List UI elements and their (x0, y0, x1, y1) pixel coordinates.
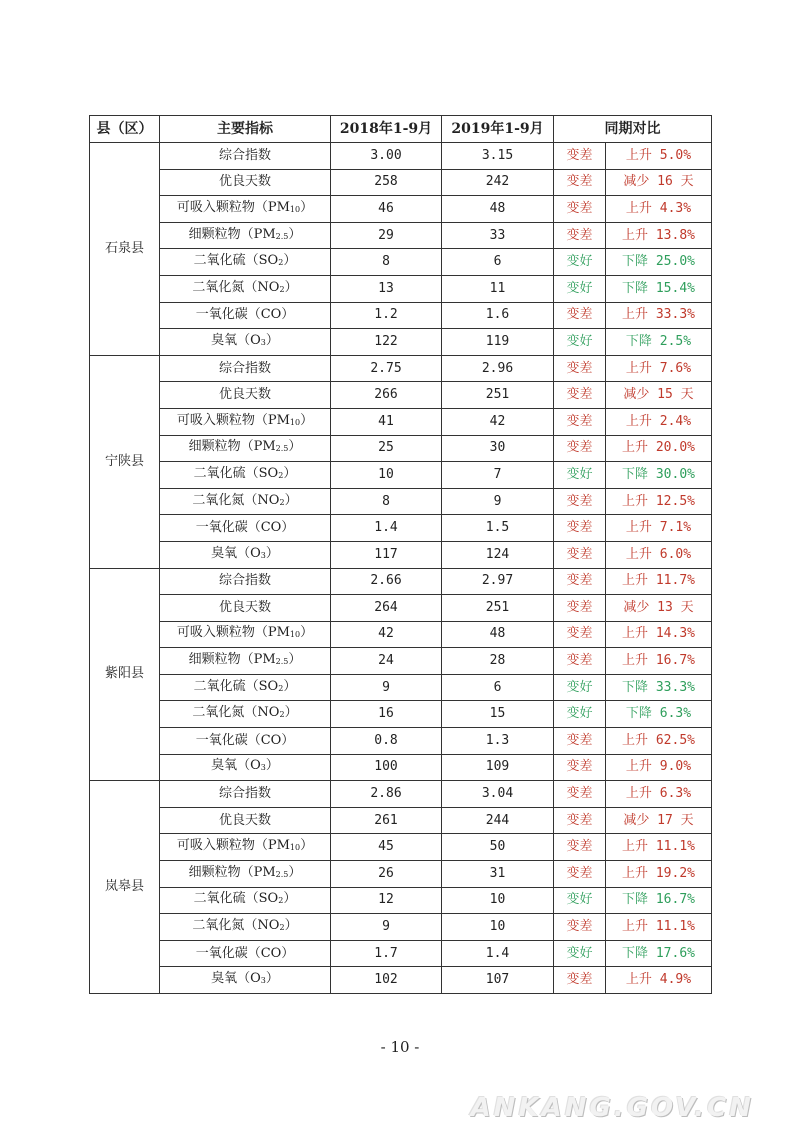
indicator-name (160, 355, 331, 382)
indicator-subscript: 2 (279, 923, 285, 933)
value-2019: 251 (442, 382, 554, 409)
indicator-label: 综合指数 (218, 786, 271, 802)
indicator-label: 可吸入颗粒物（PM (176, 838, 290, 854)
indicator-name (160, 196, 331, 223)
change-value: 减少 17 天 (606, 807, 712, 834)
indicator-name (160, 967, 331, 994)
indicator-close-paren: ） (265, 971, 279, 987)
table-row (90, 967, 712, 994)
value-2018: 2.75 (331, 355, 442, 382)
comparison-status: 变差 (554, 435, 606, 462)
value-2018: 261 (331, 807, 442, 834)
value-2018: 0.8 (331, 728, 442, 755)
indicator-label: 细颗粒物（PM (188, 864, 276, 880)
indicator-subscript: 2 (279, 710, 285, 720)
change-value: 上升 6.3% (606, 781, 712, 808)
indicator-label: 综合指数 (218, 573, 271, 589)
value-2019: 15 (442, 701, 554, 728)
indicator-subscript: 2.5 (275, 444, 289, 454)
indicator-close-paren: ） (284, 279, 298, 295)
table-row (90, 541, 712, 568)
value-2019: 42 (442, 408, 554, 435)
value-2018: 12 (331, 887, 442, 914)
value-2019: 124 (442, 541, 554, 568)
value-2019: 107 (442, 967, 554, 994)
change-value: 上升 16.7% (606, 648, 712, 675)
header-row (90, 116, 712, 143)
comparison-status: 变差 (554, 648, 606, 675)
indicator-name (160, 435, 331, 462)
value-2018: 122 (331, 329, 442, 356)
value-2019: 31 (442, 861, 554, 888)
value-2018: 26 (331, 861, 442, 888)
indicator-name (160, 222, 331, 249)
value-2018: 8 (331, 488, 442, 515)
value-2019: 1.4 (442, 940, 554, 967)
value-2019: 244 (442, 807, 554, 834)
value-2018: 117 (331, 541, 442, 568)
indicator-label: 一氧化碳（CO） (195, 732, 295, 748)
indicator-subscript: 2 (279, 497, 285, 507)
indicator-close-paren: ） (283, 253, 297, 269)
indicator-name (160, 728, 331, 755)
indicator-subscript: 10 (289, 204, 301, 214)
value-2019: 2.97 (442, 568, 554, 595)
indicator-subscript: 3 (260, 550, 266, 560)
indicator-name (160, 807, 331, 834)
county-name: 石泉县 (90, 143, 160, 356)
comparison-status: 变差 (554, 834, 606, 861)
indicator-name (160, 781, 331, 808)
indicator-close-paren: ） (300, 625, 314, 641)
indicator-label: 细颗粒物（PM (188, 652, 276, 668)
indicator-label: 二氧化氮（NO (192, 918, 280, 934)
value-2019: 6 (442, 249, 554, 276)
indicator-subscript: 2.5 (275, 231, 289, 241)
county-name: 宁陕县 (90, 355, 160, 568)
indicator-name (160, 621, 331, 648)
comparison-status: 变差 (554, 728, 606, 755)
value-2018: 100 (331, 754, 442, 781)
comparison-status: 变差 (554, 169, 606, 196)
comparison-status: 变差 (554, 408, 606, 435)
indicator-name (160, 834, 331, 861)
comparison-status: 变差 (554, 914, 606, 941)
indicator-name (160, 462, 331, 489)
table-body (90, 143, 712, 994)
comparison-status: 变差 (554, 541, 606, 568)
indicator-label: 优良天数 (218, 812, 271, 828)
change-value: 下降 15.4% (606, 275, 712, 302)
indicator-name (160, 249, 331, 276)
table-row (90, 196, 712, 223)
value-2019: 30 (442, 435, 554, 462)
indicator-label: 二氧化氮（NO (192, 279, 280, 295)
table-row (90, 621, 712, 648)
table-row (90, 914, 712, 941)
change-value: 上升 62.5% (606, 728, 712, 755)
value-2019: 11 (442, 275, 554, 302)
value-2018: 41 (331, 408, 442, 435)
value-2019: 251 (442, 595, 554, 622)
table-row (90, 701, 712, 728)
change-value: 下降 16.7% (606, 887, 712, 914)
table-row (90, 302, 712, 329)
indicator-name (160, 861, 331, 888)
indicator-close-paren: ） (288, 864, 302, 880)
table-row (90, 222, 712, 249)
table-row (90, 754, 712, 781)
value-2018: 264 (331, 595, 442, 622)
indicator-label: 臭氧（O (211, 332, 261, 348)
comparison-status: 变差 (554, 861, 606, 888)
indicator-close-paren: ） (300, 838, 314, 854)
comparison-status: 变好 (554, 940, 606, 967)
table-row (90, 595, 712, 622)
value-2019: 10 (442, 887, 554, 914)
indicator-label: 一氧化碳（CO） (195, 520, 295, 536)
change-value: 上升 7.1% (606, 515, 712, 542)
comparison-status: 变差 (554, 807, 606, 834)
indicator-subscript: 2 (278, 896, 284, 906)
indicator-close-paren: ） (288, 439, 302, 455)
value-2019: 6 (442, 674, 554, 701)
indicator-close-paren: ） (284, 705, 298, 721)
indicator-name (160, 887, 331, 914)
page-number: - 10 - (380, 1038, 420, 1056)
indicator-label: 优良天数 (218, 174, 271, 190)
comparison-status: 变差 (554, 196, 606, 223)
indicator-name (160, 382, 331, 409)
comparison-status: 变差 (554, 382, 606, 409)
indicator-subscript: 2 (279, 284, 285, 294)
value-2018: 1.4 (331, 515, 442, 542)
comparison-status: 变差 (554, 143, 606, 170)
header-2019: 2019年1-9月 (442, 116, 554, 143)
indicator-label: 可吸入颗粒物（PM (176, 199, 290, 215)
change-value: 减少 15 天 (606, 382, 712, 409)
indicator-name (160, 754, 331, 781)
value-2018: 16 (331, 701, 442, 728)
value-2018: 258 (331, 169, 442, 196)
indicator-label: 臭氧（O (211, 545, 261, 561)
value-2018: 102 (331, 967, 442, 994)
comparison-status: 变差 (554, 754, 606, 781)
indicator-label: 细颗粒物（PM (188, 226, 276, 242)
comparison-status: 变差 (554, 515, 606, 542)
indicator-name (160, 515, 331, 542)
table-row (90, 143, 712, 170)
indicator-subscript: 3 (260, 976, 266, 986)
indicator-subscript: 3 (260, 763, 266, 773)
comparison-status: 变差 (554, 568, 606, 595)
table-row (90, 488, 712, 515)
change-value: 上升 11.1% (606, 914, 712, 941)
indicator-name (160, 302, 331, 329)
indicator-label: 二氧化硫（SO (193, 465, 279, 481)
change-value: 上升 4.3% (606, 196, 712, 223)
indicator-close-paren: ） (284, 918, 298, 934)
indicator-label: 一氧化碳（CO） (195, 307, 295, 323)
county-name: 岚皋县 (90, 781, 160, 994)
value-2018: 9 (331, 674, 442, 701)
indicator-label: 二氧化硫（SO (193, 891, 279, 907)
comparison-status: 变差 (554, 302, 606, 329)
value-2018: 10 (331, 462, 442, 489)
indicator-subscript: 2.5 (275, 657, 289, 667)
indicator-label: 臭氧（O (211, 758, 261, 774)
comparison-status: 变差 (554, 595, 606, 622)
indicator-close-paren: ） (300, 199, 314, 215)
indicator-close-paren: ） (283, 465, 297, 481)
value-2018: 24 (331, 648, 442, 675)
change-value: 上升 20.0% (606, 435, 712, 462)
table-row (90, 568, 712, 595)
change-value: 减少 16 天 (606, 169, 712, 196)
indicator-label: 二氧化硫（SO (193, 678, 279, 694)
table-row (90, 807, 712, 834)
indicator-subscript: 10 (289, 630, 301, 640)
indicator-name (160, 568, 331, 595)
table-row (90, 249, 712, 276)
change-value: 上升 9.0% (606, 754, 712, 781)
indicator-label: 优良天数 (218, 599, 271, 615)
change-value: 下降 6.3% (606, 701, 712, 728)
value-2018: 2.86 (331, 781, 442, 808)
table-row (90, 861, 712, 888)
indicator-name (160, 169, 331, 196)
indicator-name (160, 408, 331, 435)
header-compare: 同期对比 (554, 116, 712, 143)
value-2019: 1.6 (442, 302, 554, 329)
value-2019: 9 (442, 488, 554, 515)
indicator-subscript: 2.5 (275, 869, 289, 879)
comparison-status: 变好 (554, 275, 606, 302)
indicator-name (160, 541, 331, 568)
indicator-close-paren: ） (284, 492, 298, 508)
value-2019: 3.04 (442, 781, 554, 808)
change-value: 上升 13.8% (606, 222, 712, 249)
comparison-status: 变差 (554, 967, 606, 994)
change-value: 上升 12.5% (606, 488, 712, 515)
value-2019: 1.5 (442, 515, 554, 542)
table-row (90, 355, 712, 382)
value-2019: 28 (442, 648, 554, 675)
indicator-close-paren: ） (300, 412, 314, 428)
indicator-name (160, 940, 331, 967)
table-row (90, 728, 712, 755)
comparison-status: 变差 (554, 222, 606, 249)
indicator-label: 臭氧（O (211, 971, 261, 987)
table-row (90, 515, 712, 542)
table-row (90, 408, 712, 435)
indicator-subscript: 10 (289, 417, 301, 427)
value-2018: 1.2 (331, 302, 442, 329)
value-2018: 25 (331, 435, 442, 462)
value-2019: 2.96 (442, 355, 554, 382)
change-value: 下降 2.5% (606, 329, 712, 356)
change-value: 上升 7.6% (606, 355, 712, 382)
table-row (90, 648, 712, 675)
table-row (90, 940, 712, 967)
value-2019: 50 (442, 834, 554, 861)
comparison-status: 变差 (554, 488, 606, 515)
header-indicator: 主要指标 (160, 116, 331, 143)
indicator-label: 可吸入颗粒物（PM (176, 412, 290, 428)
table-row (90, 275, 712, 302)
indicator-label: 综合指数 (218, 360, 271, 376)
county-name: 紫阳县 (90, 568, 160, 781)
header-county: 县（区） (90, 116, 160, 143)
value-2019: 109 (442, 754, 554, 781)
header-2018: 2018年1-9月 (331, 116, 442, 143)
change-value: 上升 33.3% (606, 302, 712, 329)
value-2019: 10 (442, 914, 554, 941)
indicator-label: 二氧化硫（SO (193, 253, 279, 269)
change-value: 上升 4.9% (606, 967, 712, 994)
table-row (90, 887, 712, 914)
indicator-name (160, 914, 331, 941)
value-2018: 3.00 (331, 143, 442, 170)
value-2018: 46 (331, 196, 442, 223)
change-value: 下降 17.6% (606, 940, 712, 967)
table-row (90, 674, 712, 701)
value-2019: 1.3 (442, 728, 554, 755)
change-value: 上升 11.1% (606, 834, 712, 861)
table-row (90, 462, 712, 489)
value-2018: 13 (331, 275, 442, 302)
change-value: 上升 14.3% (606, 621, 712, 648)
table-row (90, 169, 712, 196)
indicator-label: 优良天数 (218, 387, 271, 403)
comparison-status: 变好 (554, 887, 606, 914)
indicator-close-paren: ） (288, 652, 302, 668)
table-row (90, 834, 712, 861)
indicator-name (160, 674, 331, 701)
indicator-name (160, 143, 331, 170)
value-2018: 45 (331, 834, 442, 861)
indicator-label: 细颗粒物（PM (188, 439, 276, 455)
indicator-subscript: 2 (278, 683, 284, 693)
value-2019: 242 (442, 169, 554, 196)
value-2018: 42 (331, 621, 442, 648)
indicator-close-paren: ） (288, 226, 302, 242)
indicator-label: 一氧化碳（CO） (195, 945, 295, 961)
indicator-name (160, 648, 331, 675)
comparison-status: 变好 (554, 249, 606, 276)
value-2019: 48 (442, 621, 554, 648)
change-value: 上升 11.7% (606, 568, 712, 595)
value-2018: 29 (331, 222, 442, 249)
indicator-label: 二氧化氮（NO (192, 705, 280, 721)
indicator-label: 综合指数 (218, 147, 271, 163)
indicator-name (160, 701, 331, 728)
change-value: 减少 13 天 (606, 595, 712, 622)
comparison-status: 变好 (554, 462, 606, 489)
table-row (90, 382, 712, 409)
change-value: 上升 6.0% (606, 541, 712, 568)
change-value: 下降 30.0% (606, 462, 712, 489)
value-2018: 2.66 (331, 568, 442, 595)
indicator-close-paren: ） (265, 758, 279, 774)
value-2019: 48 (442, 196, 554, 223)
comparison-status: 变差 (554, 621, 606, 648)
indicator-label: 可吸入颗粒物（PM (176, 625, 290, 641)
air-quality-table (89, 115, 712, 994)
indicator-subscript: 2 (278, 470, 284, 480)
value-2018: 266 (331, 382, 442, 409)
value-2019: 7 (442, 462, 554, 489)
comparison-status: 变好 (554, 329, 606, 356)
value-2018: 9 (331, 914, 442, 941)
value-2019: 119 (442, 329, 554, 356)
value-2019: 33 (442, 222, 554, 249)
indicator-close-paren: ） (265, 332, 279, 348)
indicator-subscript: 10 (289, 843, 301, 853)
value-2018: 1.7 (331, 940, 442, 967)
value-2018: 8 (331, 249, 442, 276)
table-row (90, 781, 712, 808)
change-value: 下降 25.0% (606, 249, 712, 276)
site-watermark: ANKANG.GOV.CN (470, 1093, 754, 1123)
comparison-status: 变差 (554, 781, 606, 808)
comparison-status: 变差 (554, 355, 606, 382)
indicator-close-paren: ） (283, 678, 297, 694)
indicator-subscript: 3 (260, 337, 266, 347)
indicator-name (160, 329, 331, 356)
indicator-name (160, 595, 331, 622)
indicator-close-paren: ） (283, 891, 297, 907)
comparison-status: 变好 (554, 701, 606, 728)
table-row (90, 329, 712, 356)
indicator-subscript: 2 (278, 258, 284, 268)
change-value: 上升 5.0% (606, 143, 712, 170)
indicator-close-paren: ） (265, 545, 279, 561)
table-row (90, 435, 712, 462)
indicator-label: 二氧化氮（NO (192, 492, 280, 508)
indicator-name (160, 275, 331, 302)
comparison-status: 变好 (554, 674, 606, 701)
change-value: 上升 19.2% (606, 861, 712, 888)
change-value: 下降 33.3% (606, 674, 712, 701)
indicator-name (160, 488, 331, 515)
change-value: 上升 2.4% (606, 408, 712, 435)
value-2019: 3.15 (442, 143, 554, 170)
